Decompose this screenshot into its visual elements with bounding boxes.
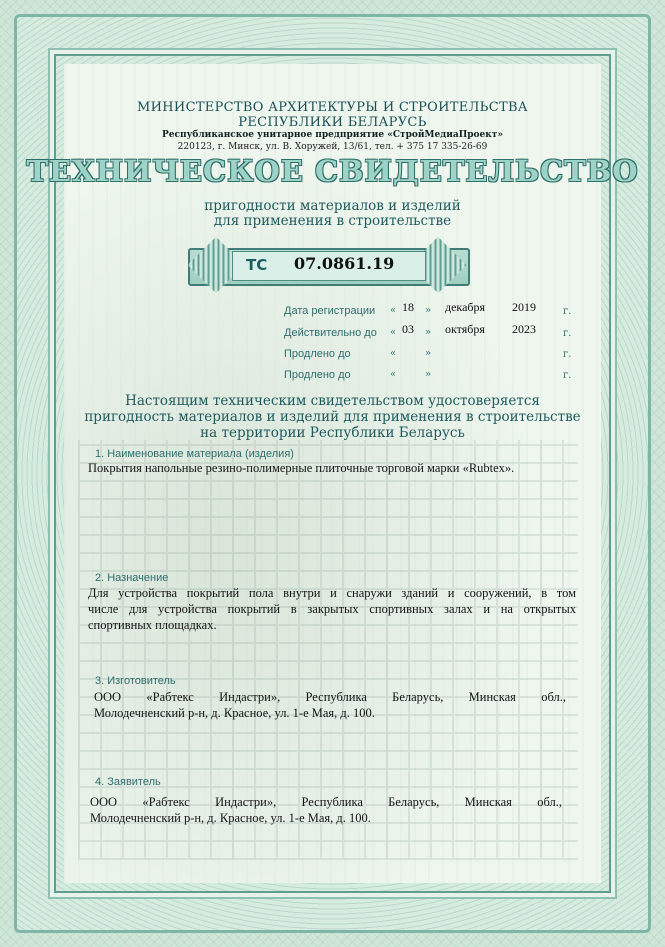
section-text-applicant-line: ООО «Рабтекс Индастри», Республика Беларусь, Минская обл.,: [90, 795, 562, 809]
section-text-purpose-line: Для устройства покрытий пола внутри и снаружи зданий и сооружений, в том: [88, 586, 576, 600]
statement-line2: пригодность материалов и изделий для применения в строительстве: [84, 409, 581, 425]
section-label-material: 1. Наименование материала (изделия): [95, 448, 294, 460]
date-day: 03: [402, 322, 414, 336]
date-label-valid-until: Действительно до: [284, 327, 377, 339]
quote-open: «: [390, 305, 397, 316]
section-label-purpose: 2. Назначение: [95, 572, 169, 584]
ministry-title-line1: МИНИСТЕРСТВО АРХИТЕКТУРЫ И СТРОИТЕЛЬСТВА: [137, 100, 528, 115]
section-text-material: Покрытия напольные резино-полимерные плиточные торговой марки «Rubtex».: [88, 461, 515, 475]
quote-close: »: [425, 305, 432, 316]
date-suffix: г.: [563, 349, 572, 360]
quote-open: «: [390, 348, 397, 359]
section-text-applicant-line: Молодечненский р-н, д. Красное, ул. 1-е Мая, д. 100.: [90, 811, 371, 825]
date-label-extended: Продлено до: [284, 348, 351, 360]
date-month: октября: [445, 322, 485, 336]
certificate-prefix: ТС: [246, 256, 268, 274]
subtitle-line1: пригодности материалов и изделий: [204, 198, 461, 214]
section-label-manufacturer: 3. Изготовитель: [95, 675, 176, 687]
statement-line3: на территории Республики Беларусь: [200, 425, 465, 441]
ministry-title-line2: РЕСПУБЛИКИ БЕЛАРУСЬ: [238, 115, 427, 130]
date-suffix: г.: [563, 328, 572, 339]
enterprise-address: 220123, г. Минск, ул. В. Хоружей, 13/61, тел. + 375 17 335-26-69: [177, 142, 488, 152]
enterprise-name: Республиканское унитарное предприятие «СтройМедиаПроект»: [162, 130, 503, 140]
date-day: 18: [402, 300, 414, 314]
quote-open: «: [390, 327, 397, 338]
certificate-number: 07.0861.19: [294, 254, 395, 273]
section-label-applicant: 4. Заявитель: [95, 776, 161, 788]
date-label-registration: Дата регистрации: [284, 305, 376, 317]
section-text-purpose-line: спортивных площадках.: [88, 618, 217, 632]
section-text-manufacturer-line: ООО «Рабтекс Индастри», Республика Беларусь, Минская обл.,: [94, 690, 566, 704]
date-year: 2023: [512, 322, 536, 336]
date-suffix: г.: [563, 306, 572, 317]
subtitle-line2: для применения в строительстве: [213, 213, 452, 229]
document-title: ТЕХНИЧЕСКОЕ СВИДЕТЕЛЬСТВО: [26, 154, 639, 188]
section-text-purpose-line: числе для устройства покрытий в закрытых спортивных залах и на открытых: [88, 602, 576, 616]
date-suffix: г.: [563, 370, 572, 381]
section-text-manufacturer-line: Молодечненский р-н, д. Красное, ул. 1-е Мая, д. 100.: [94, 706, 375, 720]
date-month: декабря: [445, 300, 486, 314]
date-year: 2019: [512, 300, 536, 314]
statement-line1: Настоящим техническим свидетельством удостоверяется: [125, 393, 540, 409]
quote-close: »: [425, 327, 432, 338]
quote-open: «: [390, 369, 397, 380]
quote-close: »: [425, 369, 432, 380]
quote-close: »: [425, 348, 432, 359]
date-label-extended: Продлено до: [284, 369, 351, 381]
